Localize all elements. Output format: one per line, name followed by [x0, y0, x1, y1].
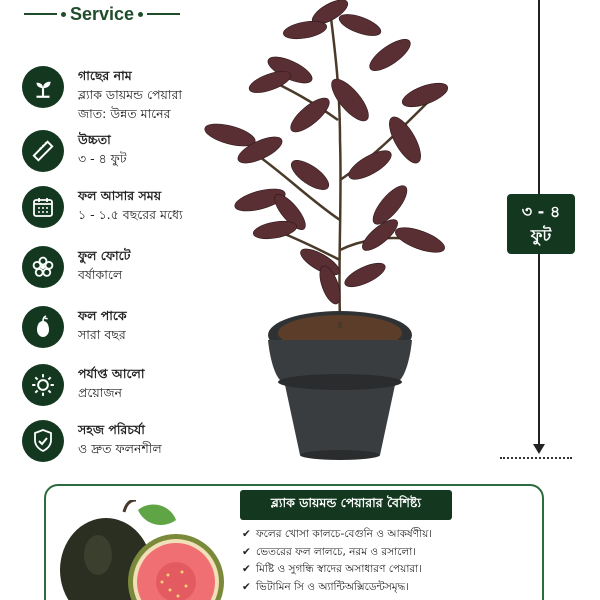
feature-line: ও দ্রুত ফলনশীল: [78, 441, 162, 456]
feature-line: ৩ - ৪ ফুট: [78, 151, 127, 166]
sun-icon: [22, 364, 64, 406]
calendar-icon: [22, 186, 64, 228]
height-unit: ফুট: [530, 226, 552, 245]
ruler-icon: [22, 130, 64, 172]
divider-dot: [61, 12, 66, 17]
feature-title: উচ্চতা: [78, 132, 111, 147]
feature-line: ১ - ১.৫ বছরের মধ্যে: [78, 207, 183, 222]
feature-line: বর্ষাকালে: [78, 267, 123, 282]
list-item-text: ভেতরের ফল লালচে, নরম ও রসালো।: [256, 545, 417, 558]
check-icon: ✔: [242, 528, 251, 540]
feature-line: জাত: উন্নত মানের: [78, 106, 171, 121]
service-heading: [24, 2, 180, 26]
check-icon: ✔: [242, 545, 251, 558]
divider: [24, 13, 57, 15]
feature-line: সারা বছর: [78, 327, 126, 342]
list-item-text: ফলের খোসা কালচে-বেগুনি ও আকর্ষণীয়।: [256, 528, 433, 540]
features-card-list: [242, 526, 532, 596]
height-badge: [507, 194, 575, 254]
guava-icon: [22, 306, 64, 348]
feature-line: প্রয়োজন: [78, 385, 122, 400]
feature-title: সহজ পরিচর্যা: [78, 422, 145, 437]
list-item-text: ভিটামিন সি ও অ্যান্টিঅক্সিডেন্টসমৃদ্ধ।: [256, 580, 410, 593]
flower-icon: [22, 246, 64, 288]
list-item: [242, 526, 532, 544]
list-item: [242, 561, 532, 579]
plant-pot: [268, 311, 412, 460]
feature-line: ব্ল্যাক ডায়মন্ড পেয়ারা: [78, 87, 183, 102]
plant-leaves: [203, 0, 451, 307]
check-icon: ✔: [242, 563, 251, 575]
divider: [147, 13, 180, 15]
feature-title: গাছের নাম: [78, 68, 132, 83]
list-item-text: মিষ্টি ও সুগন্ধি স্বাদের অসাধারণ পেয়ারা।: [256, 563, 422, 575]
height-value: ৩ - ৪: [521, 202, 561, 221]
ground-dashed-line: [500, 457, 572, 459]
feature-title: ফল পাকে: [78, 308, 127, 323]
feature-title: ফল আসার সময়: [78, 188, 162, 203]
seedling-icon: [22, 66, 64, 108]
guava-fruit-image: [58, 500, 228, 600]
card-title: ব্ল্যাক ডায়মন্ড পেয়ারার বৈশিষ্ট্য: [240, 490, 452, 520]
feature-title: পর্যাপ্ত আলো: [78, 366, 145, 381]
list-item: [242, 579, 532, 597]
shield-check-icon: [22, 420, 64, 462]
guava-plant-image: [190, 0, 490, 470]
arrow-down-icon: [533, 444, 545, 454]
check-icon: ✔: [242, 580, 251, 593]
plant-stems: [250, 10, 430, 320]
feature-title: ফুল ফোটে: [78, 248, 131, 263]
service-title: Service: [69, 3, 135, 24]
divider-dot: [138, 12, 143, 17]
list-item: [242, 544, 532, 562]
